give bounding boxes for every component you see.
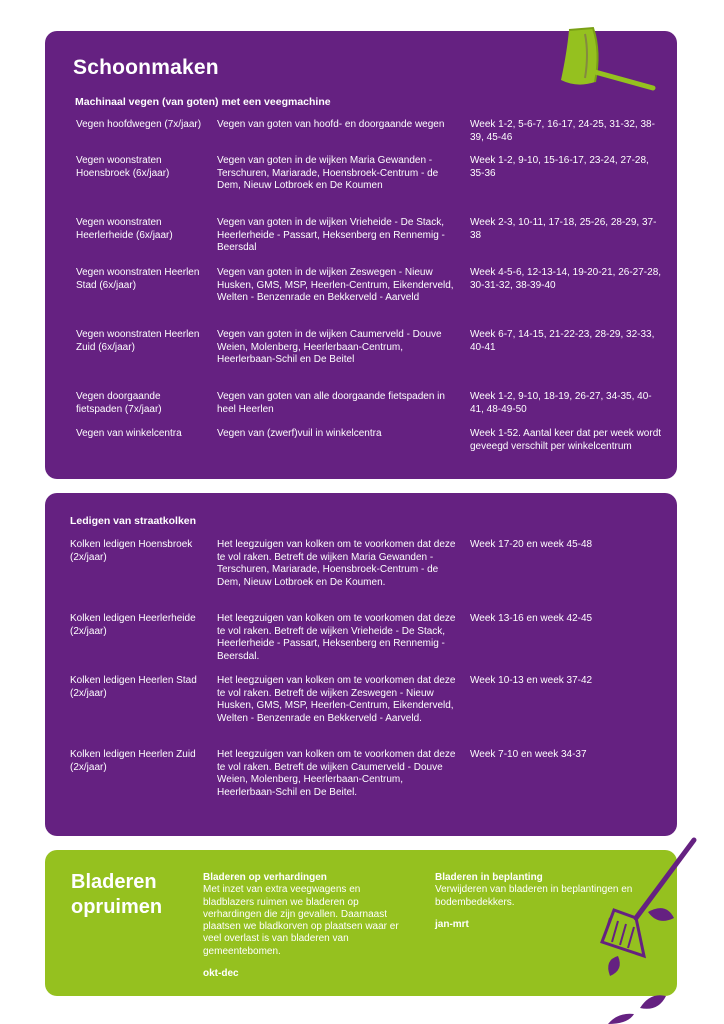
leaf-icon [600, 900, 724, 1024]
gully-name: Kolken ledigen Heerlen Zuid (2x/jaar) [70, 749, 196, 773]
gully-name: Kolken ledigen Heerlerheide (2x/jaar) [70, 613, 196, 637]
sweeping-schedule: Week 6-7, 14-15, 21-22-23, 28-29, 32-33, 40-41 [470, 329, 655, 353]
sweeping-schedule: Week 2-3, 10-11, 17-18, 25-26, 28-29, 37-38 [470, 217, 657, 241]
sweeping-name: Vegen van winkelcentra [76, 428, 182, 439]
leaves-title [71, 870, 162, 920]
gullies-panel [45, 493, 677, 836]
leaves-title-line1: Bladeren [71, 871, 157, 893]
gully-name: Kolken ledigen Heerlen Stad (2x/jaar) [70, 675, 197, 699]
leaves-planting-heading: Bladeren in beplanting [435, 872, 543, 883]
sweeping-description: Vegen van goten in de wijken Zeswegen - Nieuw Husken, GMS, MSP, Heerlen-Centrum, Eikenderveld, Welten - Benzenrade en Bekkerveld - Aarveld [217, 267, 454, 303]
sweeping-schedule: Week 1-52. Aantal keer dat per week wordt geveegd verschilt per winkelcentrum [470, 428, 662, 452]
leaves-title-line2: opruimen [71, 896, 163, 918]
sweeping-schedule: Week 1-2, 9-10, 18-19, 26-27, 34-35, 40-41, 48-49-50 [470, 391, 652, 415]
leaves-paved-heading: Bladeren op verhardingen [203, 872, 327, 883]
gullies-heading: Ledigen van straatkolken [70, 515, 197, 527]
gully-schedule: Week 10-13 en week 37-42 [470, 675, 593, 686]
dustpan-icon [555, 22, 659, 96]
gully-description: Het leegzuigen van kolken om te voorkomen dat deze te vol raken. Betreft de wijken Maria Gewanden - Terschuren, Mariarade, Hoensbroek-Centrum - de Dem, Nieuw Lotbroek en De Koumen. [217, 539, 456, 588]
leaves-planting-period: jan-mrt [435, 918, 469, 930]
cleaning-title: Schoonmaken [73, 56, 219, 79]
gully-description: Het leegzuigen van kolken om te voorkomen dat deze te vol raken. Betreft de wijken Caumerveld - Douve Weien, Molenberg, Heerlerbaan-Centrum, Heerlerbaan-Schil en De Beitel. [217, 749, 456, 798]
sweeping-name: Vegen woonstraten Heerlen Zuid (6x/jaar) [76, 329, 200, 353]
gully-description: Het leegzuigen van kolken om te voorkomen dat deze te vol raken. Betreft de wijken Zeswegen - Nieuw Husken, GMS, MSP, Heerlen-Centrum, Eikenderveld, Welten - Benzenrade en Bekkerveld - Aarveld. [217, 675, 456, 724]
sweeping-name: Vegen woonstraten Heerlen Stad (6x/jaar) [76, 267, 200, 291]
sweeping-schedule: Week 1-2, 5-6-7, 16-17, 24-25, 31-32, 38-39, 45-46 [470, 119, 655, 143]
leaves-paved-column [203, 872, 413, 980]
sweeping-description: Vegen van (zwerf)vuil in winkelcentra [217, 428, 382, 439]
leaves-paved-period: okt-dec [203, 968, 239, 980]
cleaning-panel [45, 31, 677, 479]
gully-description: Het leegzuigen van kolken om te voorkomen dat deze te vol raken. Betreft de wijken Vrieheide - De Stack, Heerlerheide - Passart, Heksenberg en Rennemig - Beersdal. [217, 613, 456, 662]
leaves-planting-text: Verwijderen van bladeren in beplantingen en bodembedekkers. [435, 884, 633, 908]
leaves-paved-text: Met inzet van extra veegwagens en bladblazers ruimen we bladeren op verhardingen die zijn gevallen. Daarnaast plaatsen we bladkorven op plaatsen waar er veel overlast is van bladeren van gemeentebomen. [203, 884, 399, 957]
sweeping-description: Vegen van goten van hoofd- en doorgaande wegen [217, 119, 445, 130]
sweeping-name: Vegen doorgaande fietspaden (7x/jaar) [76, 391, 162, 415]
sweeping-description: Vegen van goten van alle doorgaande fietspaden in heel Heerlen [217, 391, 445, 415]
sweeping-name: Vegen woonstraten Heerlerheide (6x/jaar) [76, 217, 173, 241]
gully-schedule: Week 7-10 en week 34-37 [470, 749, 587, 760]
sweeping-heading: Machinaal vegen (van goten) met een veegmachine [75, 96, 331, 108]
leaves-panel [45, 850, 677, 996]
sweeping-name: Vegen hoofdwegen (7x/jaar) [76, 119, 202, 130]
sweeping-description: Vegen van goten in de wijken Caumerveld - Douve Weien, Molenberg, Heerlerbaan-Centrum, Heerlerbaan-Schil en De Beitel [217, 329, 442, 365]
gully-schedule: Week 13-16 en week 42-45 [470, 613, 593, 624]
sweeping-description: Vegen van goten in de wijken Vrieheide - De Stack, Heerlerheide - Passart, Heksenberg en Rennemig - Beersdal [217, 217, 445, 253]
gully-name: Kolken ledigen Hoensbroek (2x/jaar) [70, 539, 193, 563]
sweeping-name: Vegen woonstraten Hoensbroek (6x/jaar) [76, 155, 170, 179]
sweeping-description: Vegen van goten in de wijken Maria Gewanden - Terschuren, Mariarade, Hoensbroek-Centrum - de Dem, Nieuw Lotbroek en De Koumen [217, 155, 439, 191]
sweeping-schedule: Week 4-5-6, 12-13-14, 19-20-21, 26-27-28, 30-31-32, 38-39-40 [470, 267, 662, 291]
sweeping-schedule: Week 1-2, 9-10, 15-16-17, 23-24, 27-28, 35-36 [470, 155, 649, 179]
gully-schedule: Week 17-20 en week 45-48 [470, 539, 593, 550]
